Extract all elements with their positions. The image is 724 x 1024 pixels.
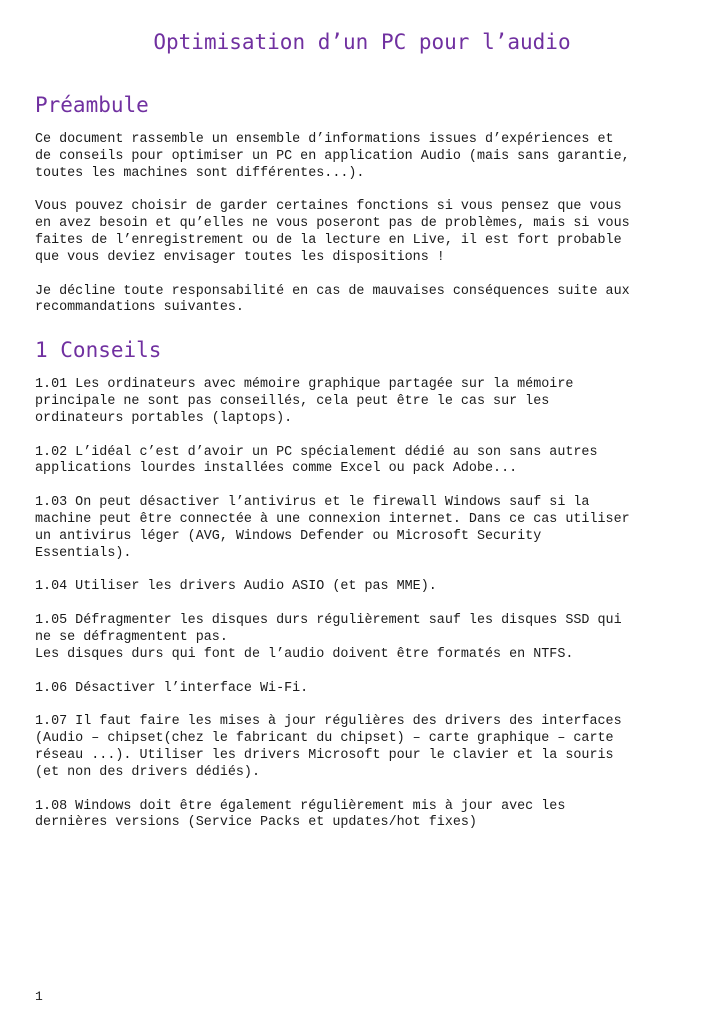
preamble-paragraph: Ce document rassemble un ensemble d’informations issues d’expériences et de conseils pour optimiser un PC en application Audio (mais sans garantie, toutes les machines sont différentes...). <box>35 132 630 181</box>
conseil-item-1-06: 1.06 Désactiver l’interface Wi-Fi. <box>35 680 309 696</box>
conseil-item-1-08: 1.08 Windows doit être également régulièrement mis à jour avec les dernières versions (Service Packs et updates/hot fixes) <box>35 798 566 831</box>
conseil-item-1-03: 1.03 On peut désactiver l’antivirus et le firewall Windows sauf si la machine peut être connectée à une connexion internet. Dans ce cas utiliser un antivirus léger (AVG, Windows Defender ou Microsoft Security Essentials). <box>35 495 630 561</box>
document-title: Optimisation d’un PC pour l’audio <box>153 30 571 54</box>
section-heading-conseils: 1 Conseils <box>35 338 162 363</box>
conseil-item-1-05: 1.05 Défragmenter les disques durs régulièrement sauf les disques SSD qui ne se défragmentent pas. Les disques durs qui font de l’audio doivent être formatés en NTFS. <box>35 613 622 662</box>
page-number: 1 <box>35 989 43 1004</box>
conseil-item-1-01: 1.01 Les ordinateurs avec mémoire graphique partagée sur la mémoire principale ne sont pas conseillés, cela peut être le cas sur les ordinateurs portables (laptops). <box>35 377 574 426</box>
conseil-item-1-02: 1.02 L’idéal c’est d’avoir un PC spécialement dédié au son sans autres applications lourdes installées comme Excel ou pack Adobe... <box>35 444 598 477</box>
preamble-paragraph: Vous pouvez choisir de garder certaines fonctions si vous pensez que vous en avez besoin et qu’elles ne vous poseront pas de problèmes, mais si vous faites de l’enregistrement ou de la lecture en Live, il est fort probable que vous deviez envisager toutes les dispositions ! <box>35 199 630 265</box>
section-heading-preambule: Préambule <box>35 93 149 117</box>
conseil-item-1-04: 1.04 Utiliser les drivers Audio ASIO (et pas MME). <box>35 579 437 595</box>
document-body <box>35 90 695 849</box>
preamble-paragraph: Je décline toute responsabilité en cas de mauvaises conséquences suite aux recommandations suivantes. <box>35 283 630 316</box>
conseil-item-1-07: 1.07 Il faut faire les mises à jour régulières des drivers des interfaces (Audio – chipset(chez le fabricant du chipset) – carte graphique – carte réseau ...). Utiliser les drivers Microsoft pour le clavier et la souris (et non des drivers dédiés). <box>35 714 622 780</box>
